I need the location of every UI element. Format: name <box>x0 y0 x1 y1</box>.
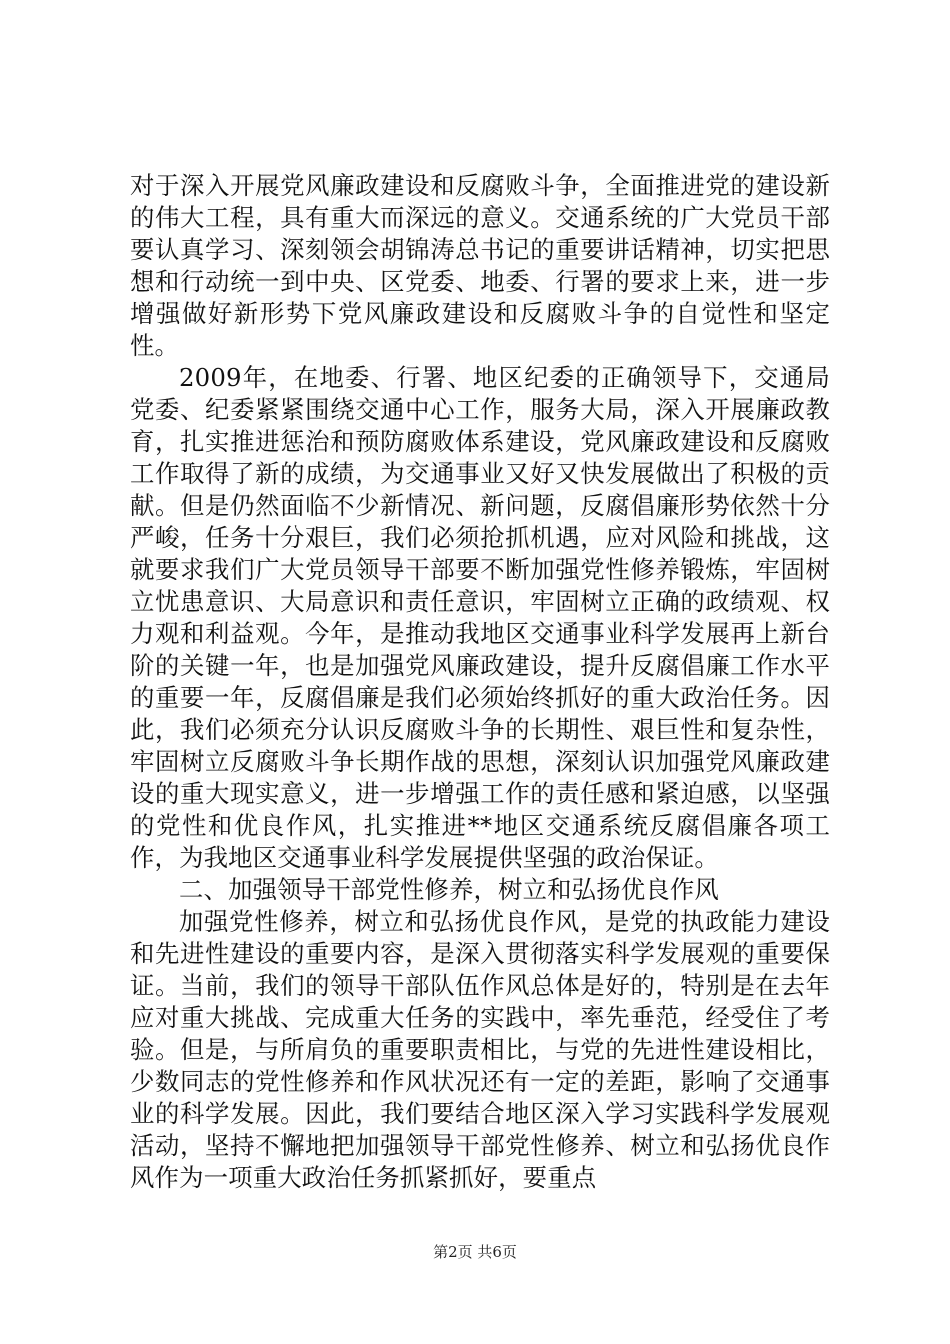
section-heading: 二、加强领导干部党性修养，树立和弘扬优良作风 <box>179 875 719 904</box>
paragraph-2: 2009年，在地委、行署、地区纪委的正确领导下，交通局党委、纪委紧紧围绕交通中心工作，服务大局，深入开展廉政教育，扎实推进惩治和预防腐败体系建设，党风廉政建设和反腐败工作取得了新的成绩，为交通事业又好又快发展做出了积极的贡献。但是仍然面临不少新情况、新问题，反腐倡廉形势依然十分严峻，任务十分艰巨，我们必须抢抓机遇，应对风险和挑战，这就要求我们广大党员领导干部要不断加强党性修养锻炼，牢固树立忧患意识、大局意识和责任意识，牢固树立正确的政绩观、权力观和利益观。今年，是推动我地区交通事业科学发展再上新台阶的关键一年，也是加强党风廉政建设，提升反腐倡廉工作水平的重要一年，反腐倡廉是我们必须始终抓好的重大政治任务。因此，我们必须充分认识反腐败斗争的长期性、艰巨性和复杂性，牢固树立反腐败斗争长期作战的思想，深刻认识加强党风廉政建设的重大现实意义，进一步增强工作的责任感和紧迫感，以坚强的党性和优良作风，扎实推进**地区交通系统反腐倡廉各项工作，为我地区交通事业科学发展提供坚强的政治保证。 <box>130 363 830 872</box>
paragraph-3: 加强党性修养，树立和弘扬优良作风，是党的执政能力建设和先进性建设的重要内容，是深入贯彻落实科学发展观的重要保证。当前，我们的领导干部队伍作风总体是好的，特别是在去年应对重大挑战、完成重大任务的实践中，率先垂范，经受住了考验。但是，与所肩负的重要职责相比，与党的先进性建设相比，少数同志的党性修养和作风状况还有一定的差距，影响了交通事业的科学发展。因此，我们要结合地区深入学习实践科学发展观活动，坚持不懈地把加强领导干部党性修养、树立和弘扬优良作风作为一项重大政治任务抓紧抓好，要重点 <box>130 907 830 1192</box>
paragraph-1: 对于深入开展党风廉政建设和反腐败斗争，全面推进党的建设新的伟大工程，具有重大而深远的意义。交通系统的广大党员干部要认真学习、深刻领会胡锦涛总书记的重要讲话精神，切实把思想和行动统一到中央、区党委、地委、行署的要求上来，进一步增强做好新形势下党风廉政建设和反腐败斗争的自觉性和坚定性。 <box>130 171 830 360</box>
body-text <box>130 170 830 1194</box>
page-footer: 第2页 共6页 <box>433 1243 517 1261</box>
